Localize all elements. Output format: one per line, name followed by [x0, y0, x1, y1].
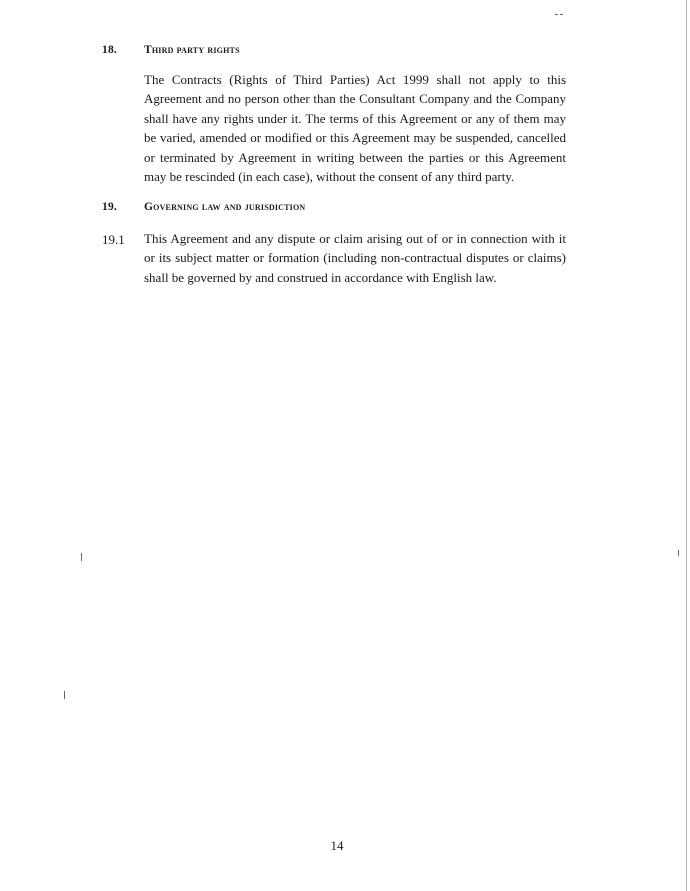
scan-edge-line: [686, 0, 687, 891]
scan-mark: [555, 14, 558, 15]
scan-mark: [560, 14, 563, 15]
clause-19-1-number: 19.1: [102, 232, 125, 247]
scan-mark: [81, 553, 82, 561]
section-19-number: 19.: [102, 201, 117, 213]
clause-19-1-text: This Agreement and any dispute or claim arising out of or in connection with it or its subject matter or formation (including non-contractual disputes or claims) shall be governed by and construed in accordance with English law.: [144, 231, 566, 285]
section-19-heading: Governing law and jurisdiction: [144, 201, 306, 213]
scan-mark: [678, 550, 679, 556]
page-number: 14: [330, 838, 344, 853]
section-18-number: 18.: [102, 44, 117, 56]
scan-mark: [64, 691, 65, 699]
section-18-paragraph: The Contracts (Rights of Third Parties) Act 1999 shall not apply to this Agreement and no person other than the Consultant Company and the Company shall have any rights under it. The terms of this Agreement or any of them may be varied, amended or modified or this Agreement may be suspended, cancelled or terminated by Agreement in writing between the parties or this Agreement may be rescinded (in each case), without the consent of any third party.: [144, 72, 566, 185]
section-18-heading: Third party rights: [144, 44, 240, 56]
